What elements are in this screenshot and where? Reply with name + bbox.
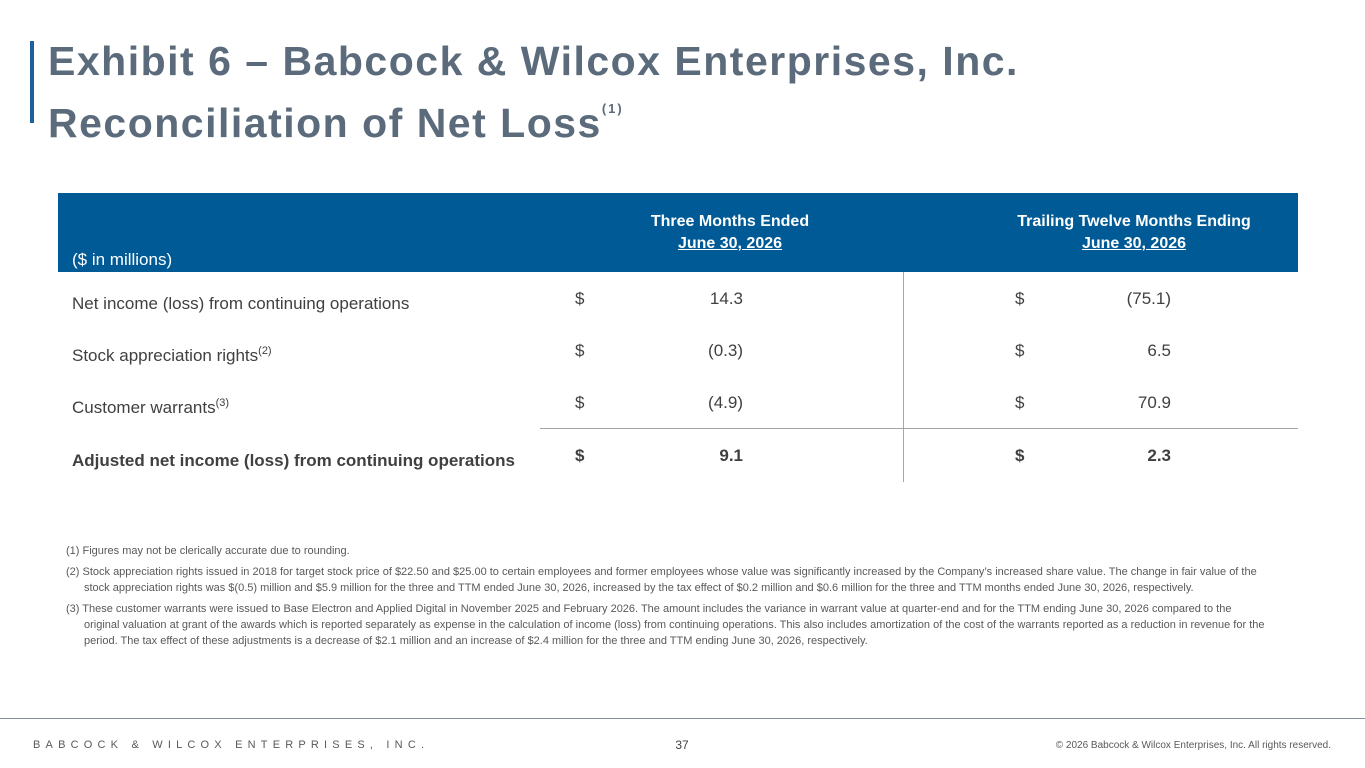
column-header-ttm-line1: Trailing Twelve Months Ending xyxy=(1017,213,1251,230)
table-row xyxy=(58,339,1298,363)
three-months-value: (0.3) xyxy=(708,341,743,360)
column-header-ttm xyxy=(928,211,1340,255)
ttm-value: 70.9 xyxy=(1137,393,1171,412)
currency-symbol: $ xyxy=(1015,289,1025,308)
table-row xyxy=(58,287,1298,311)
footnote-1: (1) Figures may not be clerically accurate due to rounding. xyxy=(66,545,350,557)
three-months-value: (4.9) xyxy=(708,393,743,412)
three-months-value: 14.3 xyxy=(709,289,743,308)
title-exhibit: Exhibit 6 xyxy=(48,38,233,84)
table-row xyxy=(58,391,1298,415)
currency-symbol: $ xyxy=(575,341,585,360)
table-header xyxy=(58,193,1298,272)
row-label: Adjusted net income (loss) from continuing operations xyxy=(72,451,515,470)
footnote-3: (3) These customer warrants were issued to Base Electron and Applied Digital in November 2025 and February 2026. The amount includes the variance in warrant value at quarter-end and for the TTM ending June 30, 2026 compared to the original valuation at grant of the awards which is reported separately as expense in the calculation of income (loss) from continuing operations. This also includes amortization of the cost of the warrants reported as a reduction in revenue for the period. The tax effect of these adjustments is a decrease of $2.1 million and an increase of $2.4 million for the three and TTM ending June 30, 2026, respectively. xyxy=(66,603,1265,647)
total-rule xyxy=(540,428,1298,429)
footnotes xyxy=(66,543,1266,654)
row-label: Stock appreciation rights$^{(2)}$ xyxy=(72,345,272,365)
footnote-2: (2) Stock appreciation rights issued in 2018 for target stock price of $22.50 and $25.00 to certain employees and former employees whose value was significantly increased by the Company’s increased share value. The change in fair value of the stock appreciation rights was $(0.5) million and $5.9 million for the three and TTM ended June 30, 2026, increased by the tax effect of $0.2 million and $0.6 million for the three and TTM months ended June 30, 2026, respectively. xyxy=(66,566,1257,594)
currency-symbol: $ xyxy=(1015,446,1025,465)
currency-symbol: $ xyxy=(575,446,585,465)
reconciliation-table xyxy=(58,193,1298,483)
currency-symbol: $ xyxy=(1015,393,1025,412)
ttm-value: 2.3 xyxy=(1147,446,1171,465)
currency-symbol: $ xyxy=(575,393,585,412)
row-label: Net income (loss) from continuing operations xyxy=(72,294,410,313)
title-footnote-ref: (1) xyxy=(601,101,624,116)
ttm-value: 6.5 xyxy=(1147,341,1171,360)
column-header-ttm-date: June 30, 2026 xyxy=(1081,235,1187,252)
ttm-value: (75.1) xyxy=(1126,289,1171,308)
currency-symbol: $ xyxy=(1015,341,1025,360)
footer-company-name: BABCOCK & WILCOX ENTERPRISES, INC. xyxy=(33,739,430,751)
column-header-three-months xyxy=(540,211,920,255)
row-label: Customer warrants$^{(3)}$ xyxy=(72,397,230,417)
column-header-three-months-line1: Three Months Ended xyxy=(650,213,810,230)
table-row-total xyxy=(58,444,1298,468)
page-number: 37 xyxy=(675,738,689,752)
title-company: – Babcock & Wilcox Enterprises, Inc. xyxy=(232,38,1019,84)
footer-divider xyxy=(0,718,1365,719)
title-line2: Reconciliation of Net Loss xyxy=(48,100,602,146)
copyright-notice: © 2026 Babcock & Wilcox Enterprises, Inc. All rights reserved. xyxy=(1055,740,1331,751)
page-title xyxy=(48,38,1019,147)
title-accent-bar xyxy=(30,41,34,123)
column-header-three-months-date: June 30, 2026 xyxy=(677,235,783,252)
three-months-value: 9.1 xyxy=(719,446,743,465)
units-label: ($ in millions) xyxy=(72,250,173,269)
currency-symbol: $ xyxy=(575,289,585,308)
